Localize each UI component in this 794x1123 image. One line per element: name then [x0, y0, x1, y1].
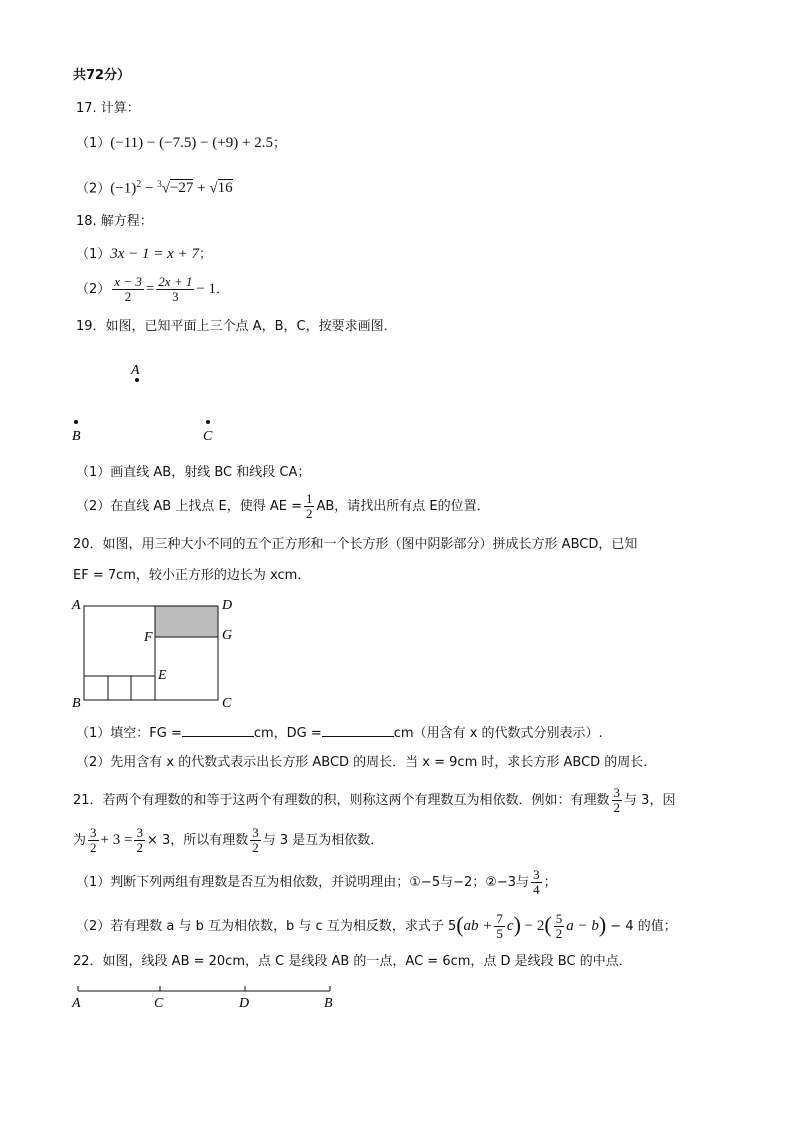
q21-part1	[76, 866, 557, 900]
q18-part2	[76, 270, 229, 309]
q18-p2-label: （2）	[76, 282, 111, 297]
label-d: D	[222, 598, 233, 613]
q21-frac-a	[612, 786, 623, 815]
q21-p2-num2: 5	[555, 911, 563, 926]
dg-answer-blank[interactable]	[322, 722, 394, 737]
paren-close-icon: )	[598, 912, 607, 937]
q18-f1-den: 2	[124, 289, 132, 304]
shaded-rectangle	[155, 606, 218, 637]
q21-p2-den2: 2	[555, 926, 563, 941]
q19-frac-den: 2	[305, 506, 313, 521]
label-g: G	[222, 628, 233, 643]
q21-frac-d-num: 3	[252, 825, 259, 840]
q19-points-figure	[60, 355, 240, 450]
q21-frac-d-den: 2	[252, 840, 259, 855]
q18-eq: =	[145, 281, 155, 297]
q21-frac-b-den: 2	[90, 840, 97, 855]
q21-line2-c: × 3，所以有理数	[146, 833, 249, 848]
q17-p2-root-index: 3	[157, 179, 162, 189]
q21-line2-a: 为	[73, 833, 87, 848]
q17-title: 17. 计算：	[76, 101, 140, 116]
q21-frac-c-den: 2	[136, 840, 143, 855]
q18-p1-label: （1）	[76, 247, 111, 262]
point-a-label: A	[131, 363, 140, 378]
q21-line2-b: + 3 =	[100, 832, 133, 848]
q21-p2-c: c	[506, 918, 514, 934]
radical-sign-icon: √	[161, 180, 170, 197]
q20-part2: （2）先用含有 x 的代数式表示出长方形 ABCD 的周长．当 x = 9cm 时，求长方形 ABCD 的周长．	[76, 755, 657, 770]
q18-fraction-2	[156, 275, 194, 304]
q17-p1-label: （1）	[76, 136, 111, 151]
q21-p2-mid: − 2	[520, 918, 545, 934]
q20-line1: 20．如图，用三种大小不同的五个正方形和一个长方形（图中阴影部分）拼成长方形 ABCD，已知	[73, 537, 638, 552]
q21-frac-c-num: 3	[136, 825, 143, 840]
q17-p1-expr: (−11) − (−7.5) − (+9) + 2.5	[110, 135, 273, 151]
q20-line2: EF = 7cm，较小正方形的边长为 xcm．	[73, 568, 311, 583]
q18-part1	[76, 245, 212, 264]
q17-p2-root1: −27	[169, 180, 194, 197]
q21-p1-pre: （1）判断下列两组有理数是否互为相依数，并说明理由；①−5与−2；②−3与	[76, 875, 530, 890]
q18-p1-expr: 3x − 1 = x + 7	[110, 246, 199, 262]
q18-p1-end: ；	[198, 247, 212, 262]
q17-p2-exp: 2	[136, 179, 142, 190]
q20-p1-pre: （1）填空：FG =	[76, 726, 182, 741]
point-b-dot	[74, 420, 78, 424]
q21-line2	[73, 823, 383, 858]
q22-segment-figure	[66, 983, 351, 1013]
q21-part2	[76, 908, 677, 944]
section-header: 共72分）	[73, 68, 131, 83]
seg-label-c: C	[154, 996, 164, 1011]
q20-p1-mid: cm，DG =	[253, 726, 322, 741]
q17-p1-end: ；	[272, 136, 286, 151]
label-b: B	[72, 696, 81, 711]
q21-p1-frac	[531, 868, 542, 897]
q18-f2-den: 3	[172, 289, 179, 304]
q21-p2-num1: 7	[496, 911, 503, 926]
q20-rectangle-figure	[66, 595, 246, 713]
seg-label-a: A	[72, 996, 81, 1011]
q18-end: ．	[216, 282, 230, 297]
q21-line1-pre: 21．若两个有理数的和等于这两个有理数的积，则称这两个有理数互为相依数．例如：有理数	[73, 793, 610, 808]
fg-answer-blank[interactable]	[182, 722, 254, 737]
q22-line1: 22．如图，线段 AB = 20cm，点 C 是线段 AB 的一点，AC = 6cm，点 D 是线段 BC 的中点．	[73, 954, 632, 969]
q21-p2-den1: 5	[496, 926, 503, 941]
q21-p2-post: − 4 的值；	[606, 919, 677, 934]
q21-frac-a-den: 2	[613, 800, 621, 815]
q17-part2	[76, 175, 233, 198]
point-b-label: B	[72, 429, 81, 444]
q19-frac-num: 1	[305, 491, 313, 506]
label-c: C	[222, 696, 232, 711]
q19-part1: （1）画直线 AB，射线 BC 和线段 CA；	[76, 465, 311, 480]
point-c-dot	[206, 420, 210, 424]
q18-title: 18. 解方程：	[76, 214, 153, 229]
q21-p2-frac2	[554, 912, 565, 941]
q21-frac-b-num: 3	[90, 825, 97, 840]
q20-p1-post: cm（用含有 x 的代数式分别表示）.	[393, 726, 603, 741]
paren-close-icon: )	[513, 912, 521, 937]
q21-frac-a-num: 3	[613, 785, 621, 800]
paren-open-icon: (	[456, 912, 464, 937]
q19-p2-pre: （2）在直线 AB 上找点 E，使得 AE =	[76, 499, 302, 514]
q21-p1-post: ；	[543, 875, 557, 890]
point-c-label: C	[203, 429, 213, 444]
q21-line2-d: 与 3 是互为相依数．	[262, 833, 384, 848]
q18-f1-num: x − 3	[114, 274, 142, 289]
q19-title: 19．如图，已知平面上三个点 A，B，C，按要求画图．	[76, 319, 397, 334]
label-f: F	[144, 630, 153, 645]
q18-fraction-1	[112, 275, 144, 304]
q18-f2-num: 2x + 1	[158, 274, 193, 289]
q21-p2-inner2: a − b	[566, 918, 599, 934]
q21-p1-frac-num: 3	[533, 867, 540, 882]
q21-p2-frac1	[494, 912, 505, 941]
q21-frac-b	[88, 826, 99, 855]
q17-part1	[76, 134, 286, 153]
q17-p2-root2: 16	[217, 180, 233, 197]
label-e: E	[158, 668, 167, 683]
q17-p2-label: （2）	[76, 181, 111, 197]
seg-label-b: B	[324, 996, 333, 1011]
q21-p1-frac-den: 4	[533, 882, 540, 897]
radical-sign-icon: √	[209, 180, 218, 197]
q17-p2-b: −	[141, 180, 158, 197]
q21-p2-pre: （2）若有理数 a 与 b 互为相依数，b 与 c 互为相反数，求式子 5	[76, 919, 457, 934]
q17-p2-c: +	[193, 180, 210, 197]
q19-p2-post: AB，请找出所有点 E的位置．	[316, 499, 490, 514]
q19-part2	[76, 490, 490, 524]
label-a: A	[72, 598, 81, 613]
seg-label-d: D	[239, 996, 250, 1011]
q20-part1	[76, 722, 603, 743]
q18-tail: − 1	[196, 281, 217, 297]
q21-frac-c	[134, 826, 145, 855]
point-a-dot	[135, 378, 139, 382]
q17-p2-a: (−1)	[110, 180, 137, 197]
q19-fraction	[304, 492, 315, 521]
q21-line1	[73, 784, 675, 818]
q21-p2-inner1: ab +	[463, 918, 493, 934]
q21-line1-post: 与 3，因	[624, 793, 676, 808]
paren-open-icon: (	[544, 912, 552, 937]
q21-frac-d	[250, 826, 261, 855]
